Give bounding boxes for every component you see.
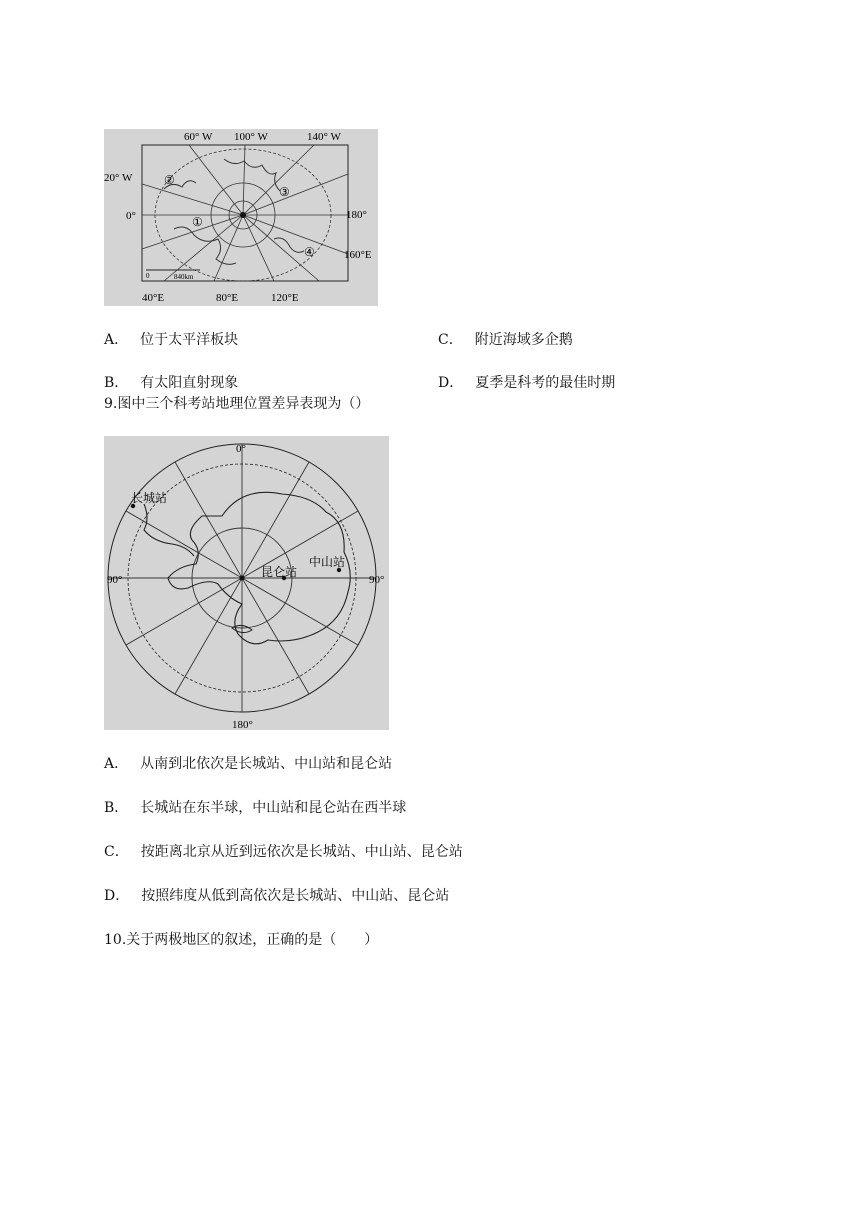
label-60w: 60° W bbox=[184, 131, 213, 143]
label-0deg: 0° bbox=[236, 443, 246, 455]
option-letter: C． bbox=[104, 844, 129, 860]
label-90-right: 90° bbox=[369, 574, 385, 586]
scale-label: 840km bbox=[174, 273, 194, 281]
option-letter: A． bbox=[104, 756, 129, 772]
q8-option-d bbox=[438, 374, 615, 392]
label-20w: 20° W bbox=[104, 172, 133, 184]
q8-option-a bbox=[104, 331, 238, 349]
label-80e: 80°E bbox=[216, 292, 239, 304]
arctic-map-figure bbox=[104, 129, 378, 306]
q8-option-b bbox=[104, 374, 238, 392]
q9-option-b bbox=[104, 799, 406, 817]
q9-option-c bbox=[104, 843, 463, 861]
region-1: ① bbox=[192, 215, 203, 229]
q10-stem: 10.关于两极地区的叙述，正确的是（ ） bbox=[104, 932, 379, 948]
arctic-map-svg bbox=[104, 129, 378, 306]
region-4: ④ bbox=[304, 245, 315, 259]
option-letter: D． bbox=[438, 375, 464, 391]
antarctica-map-svg bbox=[104, 436, 389, 730]
option-letter: B． bbox=[104, 375, 129, 391]
label-180: 180° bbox=[346, 209, 367, 221]
station-kunlun: 昆仑站 bbox=[261, 565, 298, 579]
q9-option-d bbox=[104, 887, 449, 905]
option-text: 有太阳直射现象 bbox=[140, 375, 239, 391]
station-changcheng: 长城站 bbox=[131, 491, 168, 505]
option-text: 位于太平洋板块 bbox=[140, 332, 239, 348]
region-2: ② bbox=[164, 173, 175, 187]
label-100w: 100° W bbox=[234, 131, 268, 143]
antarctica-map-figure bbox=[104, 436, 389, 730]
option-text: 按距离北京从近到远依次是长城站、中山站、昆仑站 bbox=[140, 844, 463, 860]
option-letter: A． bbox=[104, 332, 129, 348]
scale-zero: 0 bbox=[146, 272, 150, 280]
option-text: 按照纬度从低到高依次是长城站、中山站、昆仑站 bbox=[141, 888, 450, 904]
label-180deg: 180° bbox=[232, 719, 253, 730]
label-120e: 120°E bbox=[271, 292, 299, 304]
option-text: 夏季是科考的最佳时期 bbox=[475, 375, 616, 391]
label-90-left: 90° bbox=[107, 574, 123, 586]
label-140w: 140° W bbox=[307, 131, 341, 143]
option-text: 从南到北依次是长城站、中山站和昆仑站 bbox=[140, 756, 393, 772]
option-text: 长城站在东半球，中山站和昆仑站在西半球 bbox=[140, 800, 407, 816]
q8-option-c bbox=[438, 331, 573, 349]
q9-option-a bbox=[104, 755, 392, 773]
option-letter: B． bbox=[104, 800, 129, 816]
option-letter: D． bbox=[104, 888, 130, 904]
label-0: 0° bbox=[126, 210, 136, 222]
station-zhongshan: 中山站 bbox=[309, 555, 346, 569]
label-40e: 40°E bbox=[142, 292, 165, 304]
label-160e: 160°E bbox=[344, 249, 372, 261]
region-3: ③ bbox=[279, 185, 290, 199]
q9-stem: 9.图中三个科考站地理位置差异表现为（） bbox=[104, 396, 370, 412]
option-letter: C． bbox=[438, 332, 463, 348]
option-text: 附近海域多企鹅 bbox=[474, 332, 573, 348]
